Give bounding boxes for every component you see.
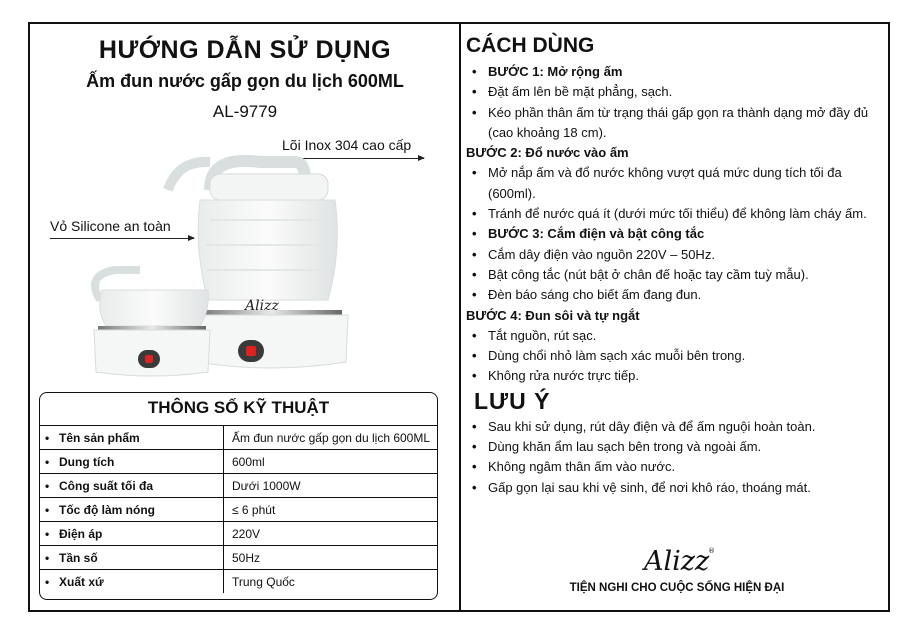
callout-silicone-shell: Vỏ Silicone an toàn <box>50 218 171 234</box>
step-2-title: BƯỚC 2: Đổ nước vào ấm <box>466 145 629 161</box>
list-item: • Dùng khăn ẩm lau sạch bên trong và ngoài ấm. <box>466 437 876 457</box>
step-3-title: • BƯỚC 3: Cắm điện và bật công tắc <box>466 224 876 244</box>
spec-row <box>39 522 438 546</box>
spec-value: 600ml <box>224 450 439 474</box>
kettle-illustration <box>60 150 440 390</box>
list-item: • Dùng chổi nhỏ làm sạch xác muỗi bên trong. <box>466 346 876 366</box>
spec-value: 50Hz <box>224 546 439 570</box>
spec-value: Ấm đun nước gấp gọn du lịch 600ML <box>224 426 439 450</box>
page-title: HƯỚNG DẪN SỬ DỤNG <box>98 36 392 64</box>
usage-heading: CÁCH DÙNG <box>466 34 595 57</box>
brand-logo <box>640 537 720 579</box>
spec-value: 220V <box>224 522 439 546</box>
list-item: • Kéo phần thân ấm từ trạng thái gấp gọn ra thành dạng mở đầy đủ (cao khoảng 18 cm). <box>466 103 876 144</box>
spec-row <box>39 498 438 522</box>
spec-row <box>39 450 438 474</box>
spec-key: • Điện áp <box>45 527 102 541</box>
list-item: • Bật công tắc (nút bật ở chân đế hoặc tay cầm tuỳ mẫu). <box>466 265 876 285</box>
step-1-title: • BƯỚC 1: Mở rộng ấm <box>466 62 876 82</box>
list-item: • Đặt ấm lên bề mặt phẳng, sạch. <box>466 82 876 102</box>
list-item: • Sau khi sử dụng, rút dây điện và để ấm nguội hoàn toàn. <box>466 417 876 437</box>
list-item: • Tránh để nước quá ít (dưới mức tối thiểu) để không làm cháy ấm. <box>466 204 876 224</box>
spec-key: • Dung tích <box>45 455 114 469</box>
model-number: AL-9779 <box>212 102 278 121</box>
list-item: • Không rửa nước trực tiếp. <box>466 366 876 386</box>
step-4-title: BƯỚC 4: Đun sôi và tự ngắt <box>466 307 640 323</box>
list-item: • Mở nắp ấm và đổ nước không vượt quá mức dung tích tối đa (600ml). <box>466 163 876 204</box>
list-item: • Cắm dây điện vào nguồn 220V – 50Hz. <box>466 245 876 265</box>
spec-row <box>39 426 438 450</box>
spec-row <box>39 474 438 498</box>
brand-slogan: TIỆN NGHI CHO CUỘC SỐNG HIỆN ĐẠI <box>569 582 785 594</box>
spec-value: Dưới 1000W <box>224 474 439 498</box>
list-item: • Tắt nguồn, rút sạc. <box>466 326 876 346</box>
svg-text:Alizz: Alizz <box>245 298 279 314</box>
svg-text:Alizz: Alizz <box>644 546 710 577</box>
list-item: • Gấp gọn lại sau khi vệ sinh, để nơi khô ráo, thoáng mát. <box>466 478 876 498</box>
spec-table <box>39 425 438 593</box>
spec-key: • Công suất tối đa <box>45 479 153 493</box>
spec-key: • Tần số <box>45 551 98 565</box>
spec-value: ≤ 6 phút <box>224 498 439 522</box>
small-kettle <box>94 270 210 376</box>
svg-text:®: ® <box>708 547 715 555</box>
spec-row <box>39 546 438 570</box>
spec-key: • Tên sản phẩm <box>45 431 140 445</box>
spec-key: • Xuất xứ <box>45 575 104 589</box>
product-subtitle: Ấm đun nước gấp gọn du lịch 600ML <box>86 71 404 91</box>
usage-panel <box>466 30 876 498</box>
spec-key: • Tốc độ làm nóng <box>45 503 155 517</box>
spec-heading: THÔNG SỐ KỸ THUẬT <box>147 398 330 417</box>
callout-inox-core: Lõi Inox 304 cao cấp <box>282 137 412 153</box>
notes-heading: LƯU Ý <box>474 387 551 414</box>
spec-row <box>39 570 438 594</box>
spec-value: Trung Quốc <box>224 570 439 594</box>
list-item: • Đèn báo sáng cho biết ấm đang đun. <box>466 285 876 305</box>
list-item: • Không ngâm thân ấm vào nước. <box>466 457 876 477</box>
